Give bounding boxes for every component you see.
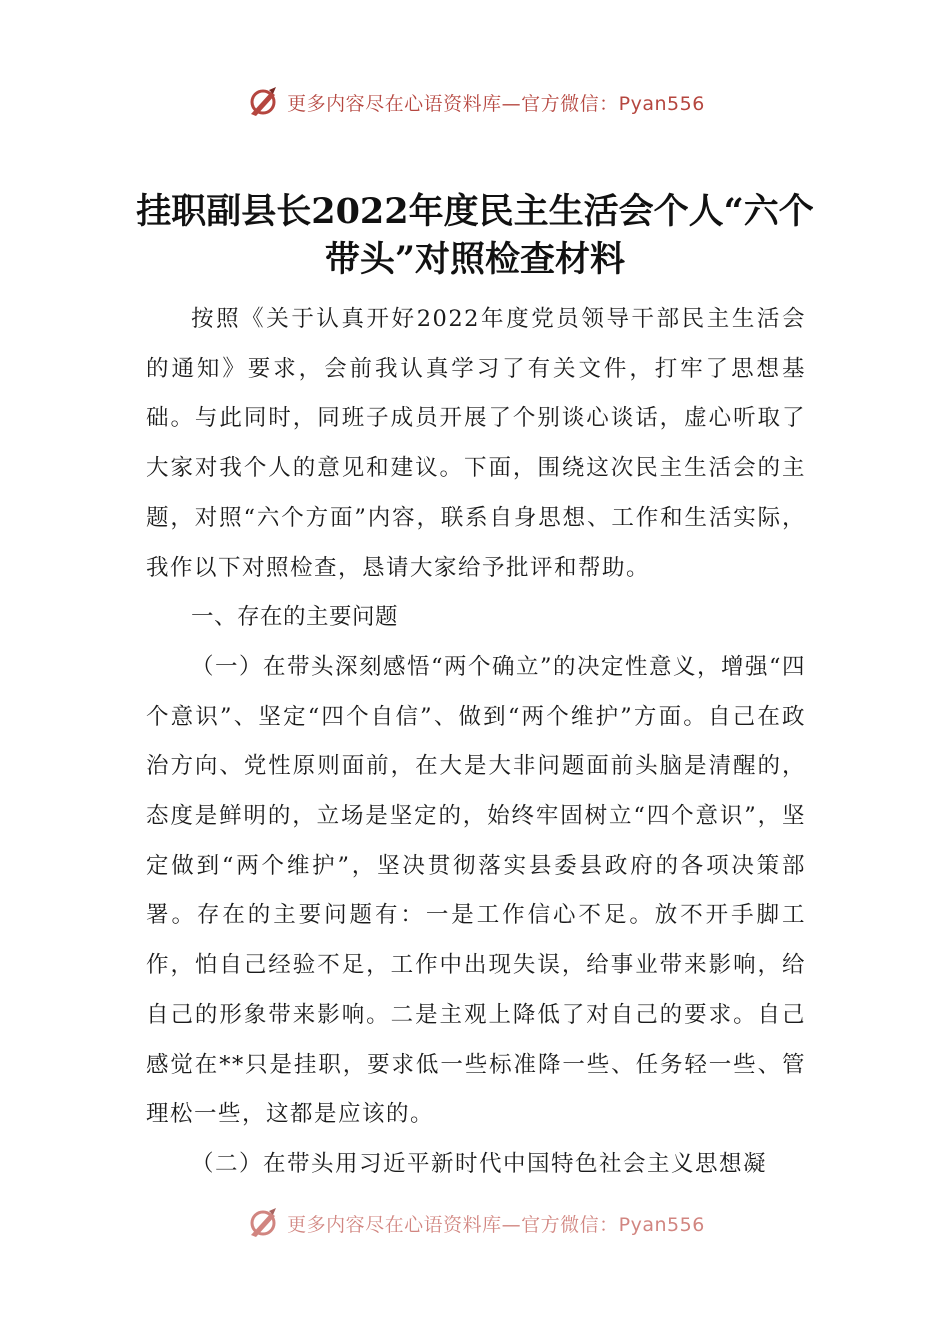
- document-title: 挂职副县长2022年度民主生活会个人“六个带头”对照检查材料: [136, 191, 814, 280]
- pen-logo-icon: [245, 1205, 281, 1241]
- watermark-text: 更多内容尽在心语资料库—官方微信：Pyan556: [287, 1213, 705, 1236]
- pen-logo-icon: [245, 84, 281, 120]
- intro-paragraph: 按照《关于认真开好2022年度党员领导干部民主生活会的通知》要求，会前我认真学习了有关文件，打牢了思想基础。与此同时，同班子成员开展了个别谈心谈话，虚心听取了大家对我个人的意见和建议。下面，围绕这次民主生活会的主题，对照“六个方面”内容，联系自身思想、工作和生活实际，我作以下对照检查，恳请大家给予批评和帮助。: [146, 306, 806, 581]
- section-paragraph-2: （二）在带头用习近平新时代中国特色社会主义思想凝: [191, 1150, 768, 1177]
- section-heading: 一、存在的主要问题: [191, 604, 399, 631]
- watermark-text: 更多内容尽在心语资料库—官方微信：Pyan556: [287, 92, 705, 115]
- section-paragraph-1: （一）在带头深刻感悟“两个确立”的决定性意义，增强“四个意识”、坚定“四个自信”、做到“两个维护”方面。自己在政治方向、党性原则面前，在大是大非问题面前头脑是清醒的，态度是鲜明的，立场是坚定的，始终牢固树立“四个意识”，坚定做到“两个维护”，坚决贯彻落实县委县政府的各项决策部署。存在的主要问题有：一是工作信心不足。放不开手脚工作，怕自己经验不足，工作中出现失误，给事业带来影响，给自己的形象带来影响。二是主观上降低了对自己的要求。自己感觉在**只是挂职，要求低一些标准降一些、任务轻一些、管理松一些，这都是应该的。: [146, 653, 807, 1128]
- header-watermark: [0, 82, 950, 122]
- footer-watermark: [0, 1203, 950, 1243]
- document-body: [146, 295, 806, 1190]
